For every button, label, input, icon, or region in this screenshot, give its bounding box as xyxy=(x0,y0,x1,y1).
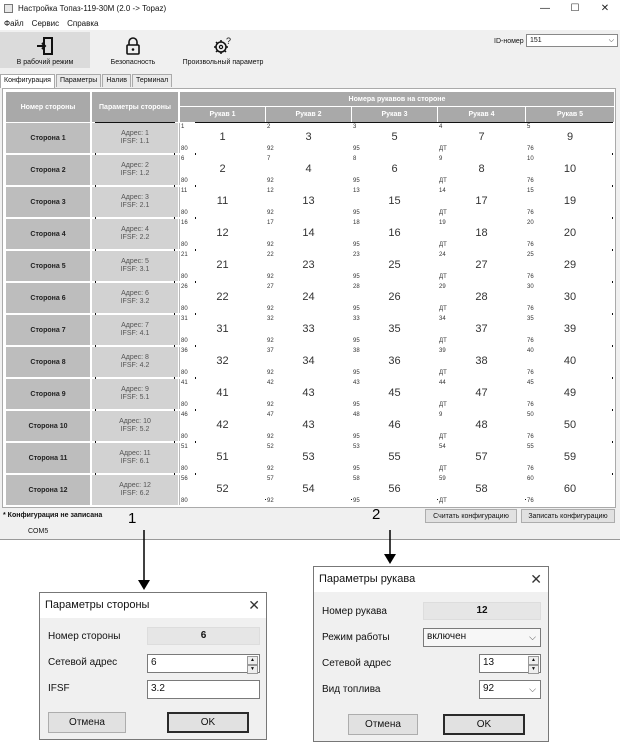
hose-net-address: 50 xyxy=(563,419,577,431)
hose-fuel-type: 95 xyxy=(353,210,360,216)
hose-fuel-type: 76 xyxy=(527,210,534,216)
side-cell[interactable]: Сторона 6 xyxy=(6,283,90,313)
side-ifsf: IFSF: 2.2 xyxy=(120,234,150,241)
hose-net-address: 29 xyxy=(563,259,577,271)
hose-number: 20 xyxy=(527,220,534,226)
header-hose-4: Рукав 4 xyxy=(438,107,525,122)
hose-fuel-type: ДТ xyxy=(439,370,447,376)
hose-number: 8 xyxy=(353,156,357,162)
hose-number: 41 xyxy=(181,380,188,386)
hose-number: 9 xyxy=(439,412,443,418)
hose-net-address: 20 xyxy=(563,227,577,239)
side-params-dialog xyxy=(39,592,267,740)
hose-number: 12 xyxy=(267,188,274,194)
hose-fuel-type: 92 xyxy=(267,370,274,376)
svg-text:?: ? xyxy=(226,36,232,46)
hose-net-address: 40 xyxy=(563,355,577,367)
hose-net-address: 4 xyxy=(305,163,312,175)
hose-net-address: 45 xyxy=(388,387,401,399)
hose-fuel-type: ДТ xyxy=(439,242,447,248)
side-cell[interactable]: Сторона 9 xyxy=(6,379,90,409)
hose-net-address: 39 xyxy=(563,323,577,335)
side-cell[interactable]: Сторона 3 xyxy=(6,187,90,217)
hose-fuel-type: 95 xyxy=(353,146,360,152)
hose-number: 40 xyxy=(527,348,534,354)
hose-net-address: 41 xyxy=(216,387,229,399)
hose-net-address: 37 xyxy=(475,323,488,335)
header-side-params: Параметры стороны xyxy=(92,92,178,122)
hose-net-address: 49 xyxy=(563,387,577,399)
hose-number: 17 xyxy=(267,220,274,226)
hose-fuel-type: 92 xyxy=(267,466,274,472)
hose-net-address: 2 xyxy=(219,163,226,175)
hose-fuel-type: 95 xyxy=(353,370,360,376)
header-hose-numbers: Номера рукавов на стороне xyxy=(180,92,614,106)
hose-fuel-type: 95 xyxy=(353,274,360,280)
header-hose-1: Рукав 1 xyxy=(180,107,265,122)
callout-1: 1 xyxy=(128,510,137,527)
arrow-1-head xyxy=(138,580,150,590)
hose-fuel-type: 76 xyxy=(527,402,534,408)
hose-number: 27 xyxy=(267,284,274,290)
header-side-number: Номер стороны xyxy=(6,92,90,122)
hose-number-label: Номер рукава xyxy=(322,606,387,617)
hose-number: 46 xyxy=(181,412,188,418)
side-ifsf: IFSF: 6.1 xyxy=(120,458,150,465)
hose-net-address: 54 xyxy=(302,483,315,495)
hose-fuel-type: 76 xyxy=(527,434,534,440)
hose-fuel-type: 76 xyxy=(527,178,534,184)
hose-fuel-type: ДТ xyxy=(439,178,447,184)
net-address-label: Сетевой адрес xyxy=(48,657,118,668)
tab-filling[interactable]: Налив xyxy=(102,74,131,87)
hose-net-address: 53 xyxy=(302,451,315,463)
mode-value: включен xyxy=(427,631,467,642)
hose-fuel-type: 92 xyxy=(267,146,274,152)
hose-net-address: 14 xyxy=(302,227,315,239)
hose-dialog-title: Параметры рукава xyxy=(314,567,548,592)
hose-fuel-type: 80 xyxy=(181,146,188,152)
custom-param-label: Произвольный параметр xyxy=(182,59,264,66)
hose-number: 1 xyxy=(181,124,185,130)
stepper-arrows-icon[interactable]: ▲ ▼ xyxy=(247,656,258,671)
side-cell[interactable]: Сторона 5 xyxy=(6,251,90,281)
side-cell[interactable]: Сторона 1 xyxy=(6,123,90,153)
side-cell[interactable]: Сторона 7 xyxy=(6,315,90,345)
hose-number: 35 xyxy=(527,316,534,322)
hose-number: 43 xyxy=(353,380,360,386)
hose-fuel-type: 92 xyxy=(267,210,274,216)
hose-net-address: 11 xyxy=(216,195,229,207)
hose-number: 22 xyxy=(267,252,274,258)
hose-net-address: 58 xyxy=(475,483,488,495)
hose-net-address: 1 xyxy=(219,131,226,143)
side-address: Адрес: 3 xyxy=(121,194,149,201)
hose-net-address-stepper[interactable] xyxy=(479,654,541,673)
hose-net-address: 35 xyxy=(388,323,401,335)
chevron-down-icon: ⌵ xyxy=(608,37,614,44)
side-cancel-button[interactable]: Отмена xyxy=(48,712,126,733)
hose-number: 59 xyxy=(439,476,446,482)
hose-net-address: 18 xyxy=(475,227,488,239)
write-config-button[interactable]: Записать конфигурацию xyxy=(521,509,615,523)
hose-net-address: 55 xyxy=(388,451,401,463)
hose-fuel-type: 80 xyxy=(181,178,188,184)
hose-number: 42 xyxy=(267,380,274,386)
hose-fuel-type: 95 xyxy=(353,498,360,504)
side-ifsf: IFSF: 2.1 xyxy=(120,202,150,209)
side-ok-button[interactable]: OK xyxy=(167,712,249,733)
hose-fuel-type: 76 xyxy=(527,338,534,344)
side-address: Адрес: 7 xyxy=(121,322,149,329)
side-cell[interactable]: Сторона 11 xyxy=(6,443,90,473)
hose-number: 19 xyxy=(439,220,446,226)
hose-number: 56 xyxy=(181,476,188,482)
side-dialog-title: Параметры стороны xyxy=(40,593,266,618)
hose-net-address: 7 xyxy=(478,131,485,143)
hose-fuel-type: ДТ xyxy=(439,434,447,440)
ifsf-input[interactable]: 3.2 xyxy=(147,680,260,699)
hose-number: 7 xyxy=(267,156,271,162)
hose-net-address: 26 xyxy=(388,291,401,303)
hose-number: 44 xyxy=(439,380,446,386)
hose-number: 28 xyxy=(353,284,360,290)
hose-number: 5 xyxy=(527,124,531,130)
fuel-type-label: Вид топлива xyxy=(322,684,381,695)
read-config-button[interactable]: Считать конфигурацию xyxy=(425,509,517,523)
hose-fuel-type: 92 xyxy=(267,498,274,504)
hose-net-address: 60 xyxy=(563,483,577,495)
side-ifsf: IFSF: 6.2 xyxy=(120,490,150,497)
hose-net-address: 42 xyxy=(216,419,229,431)
hose-fuel-type: 95 xyxy=(353,178,360,184)
hose-net-address: 24 xyxy=(302,291,315,303)
hose-number-value: 12 xyxy=(423,602,541,620)
side-address: Адрес: 4 xyxy=(121,226,149,233)
hose-number: 24 xyxy=(439,252,446,258)
hose-fuel-type: 76 xyxy=(527,306,534,312)
hose-fuel-type: 92 xyxy=(267,274,274,280)
side-cell[interactable]: Сторона 4 xyxy=(6,219,90,249)
callout-2: 2 xyxy=(372,506,381,523)
hose-fuel-type: 92 xyxy=(267,178,274,184)
hose-fuel-type: ДТ xyxy=(439,146,447,152)
hose-net-address: 27 xyxy=(475,259,488,271)
hose-net-address: 43 xyxy=(302,419,315,431)
hose-net-address: 36 xyxy=(388,355,401,367)
hose-fuel-type: 80 xyxy=(181,306,188,312)
menu-help[interactable]: Справка xyxy=(67,18,99,28)
hose-number: 2 xyxy=(267,124,271,130)
hose-net-address: 13 xyxy=(302,195,315,207)
side-number-label: Номер стороны xyxy=(48,631,121,642)
hose-number: 9 xyxy=(439,156,443,162)
hose-fuel-type: 95 xyxy=(353,242,360,248)
hose-number: 48 xyxy=(353,412,360,418)
side-address: Адрес: 2 xyxy=(121,162,149,169)
hose-net-address: 23 xyxy=(302,259,315,271)
side-ifsf: IFSF: 5.1 xyxy=(120,394,150,401)
header-hose-5: Рукав 5 xyxy=(526,107,614,122)
side-address: Адрес: 8 xyxy=(121,354,149,361)
hose-net-address-label: Сетевой адрес xyxy=(322,658,392,669)
fuel-type-value: 92 xyxy=(483,683,495,694)
hose-net-address: 28 xyxy=(475,291,488,303)
side-address: Адрес: 1 xyxy=(121,130,149,137)
hose-fuel-type: 95 xyxy=(353,402,360,408)
side-address: Адрес: 10 xyxy=(119,418,151,425)
hose-net-address: 34 xyxy=(302,355,315,367)
net-address-stepper[interactable] xyxy=(147,654,260,673)
hose-fuel-type: ДТ xyxy=(439,466,447,472)
header-hose-2: Рукав 2 xyxy=(266,107,351,122)
side-ifsf: IFSF: 3.2 xyxy=(120,298,150,305)
side-cell[interactable]: Сторона 2 xyxy=(6,155,90,185)
hose-number: 14 xyxy=(439,188,446,194)
mode-label: Режим работы xyxy=(322,632,390,643)
hose-number: 21 xyxy=(181,252,188,258)
net-address-value: 6 xyxy=(151,657,157,668)
com-port-label: COM5 xyxy=(28,528,49,535)
hose-net-address: 51 xyxy=(216,451,229,463)
hose-number: 34 xyxy=(439,316,446,322)
arrow-2-head xyxy=(384,554,396,564)
hose-number: 16 xyxy=(181,220,188,226)
hose-fuel-type: ДТ xyxy=(439,338,447,344)
hose-fuel-type: 76 xyxy=(527,370,534,376)
config-status-note: * Конфигурация не записана xyxy=(3,512,103,519)
hose-number: 55 xyxy=(527,444,534,450)
close-icon[interactable]: ✕ xyxy=(248,597,260,613)
hose-number: 38 xyxy=(353,348,360,354)
hose-number: 47 xyxy=(267,412,274,418)
hose-params-dialog xyxy=(313,566,549,742)
hose-net-address: 6 xyxy=(391,163,398,175)
hose-net-address: 19 xyxy=(563,195,577,207)
hose-fuel-type: ДТ xyxy=(439,306,447,312)
hose-number: 54 xyxy=(439,444,446,450)
id-number-value: 151 xyxy=(530,37,542,44)
hose-net-address: 57 xyxy=(475,451,488,463)
tab-configuration[interactable]: Конфигурация xyxy=(0,74,55,88)
hose-fuel-type: ДТ xyxy=(439,402,447,408)
hose-fuel-type: 92 xyxy=(267,434,274,440)
hose-net-address: 30 xyxy=(563,291,577,303)
tab-parameters[interactable]: Параметры xyxy=(56,74,101,87)
hose-number: 53 xyxy=(353,444,360,450)
hose-net-address: 56 xyxy=(388,483,401,495)
side-ifsf: IFSF: 3.1 xyxy=(120,266,150,273)
hose-number: 13 xyxy=(353,188,360,194)
side-number-value: 6 xyxy=(147,627,260,645)
hose-number: 6 xyxy=(181,156,185,162)
hose-number: 15 xyxy=(527,188,534,194)
hose-net-address: 15 xyxy=(388,195,401,207)
hose-number: 32 xyxy=(267,316,274,322)
menu-file[interactable]: Файл xyxy=(4,18,24,28)
hose-fuel-type: 76 xyxy=(527,466,534,472)
hose-fuel-type: 80 xyxy=(181,274,188,280)
hose-number: 37 xyxy=(267,348,274,354)
close-icon[interactable]: ✕ xyxy=(530,571,542,587)
hose-ok-button[interactable]: OK xyxy=(443,714,525,735)
hose-number: 10 xyxy=(527,156,534,162)
hose-fuel-type: 76 xyxy=(527,498,534,504)
hose-fuel-type: 80 xyxy=(181,338,188,344)
hose-number: 50 xyxy=(527,412,534,418)
hose-number: 11 xyxy=(181,188,188,194)
hose-fuel-type: 95 xyxy=(353,306,360,312)
ifsf-label: IFSF xyxy=(48,683,70,694)
hose-fuel-type: 95 xyxy=(353,338,360,344)
hose-number: 26 xyxy=(181,284,188,290)
window-title: Настройка Топаз-119-30М (2.0 -> Topaz) xyxy=(18,3,167,13)
side-address: Адрес: 5 xyxy=(121,258,149,265)
hose-net-address: 9 xyxy=(566,131,574,143)
hose-fuel-type: 80 xyxy=(181,242,188,248)
header-hose-3: Рукав 3 xyxy=(352,107,437,122)
hose-net-address: 25 xyxy=(388,259,401,271)
side-cell[interactable]: Сторона 10 xyxy=(6,411,90,441)
hose-net-address: 47 xyxy=(475,387,488,399)
hose-fuel-type: 76 xyxy=(527,242,534,248)
hose-fuel-type: 95 xyxy=(353,434,360,440)
work-mode-label: В рабочий режим xyxy=(16,59,74,66)
hose-fuel-type: 92 xyxy=(267,306,274,312)
side-ifsf: IFSF: 4.2 xyxy=(120,362,150,369)
id-number-label: ID-номер xyxy=(494,38,524,45)
hose-net-address: 17 xyxy=(475,195,488,207)
security-label: Безопасность xyxy=(110,59,156,66)
hose-net-address: 12 xyxy=(216,227,229,239)
hose-number: 57 xyxy=(267,476,274,482)
side-address: Адрес: 12 xyxy=(119,482,151,489)
hose-number: 51 xyxy=(181,444,188,450)
hose-number: 31 xyxy=(181,316,188,322)
hose-net-address: 10 xyxy=(563,163,577,175)
hose-net-address: 8 xyxy=(478,163,485,175)
hose-cancel-button[interactable]: Отмена xyxy=(348,714,418,735)
menu-service[interactable]: Сервис xyxy=(31,18,60,28)
mode-select[interactable] xyxy=(423,628,541,647)
side-ifsf: IFSF: 5.2 xyxy=(120,426,150,433)
side-address: Адрес: 11 xyxy=(119,450,151,457)
fuel-type-select[interactable] xyxy=(479,680,541,699)
hose-number: 60 xyxy=(527,476,534,482)
stepper-arrows-icon[interactable]: ▲ ▼ xyxy=(528,656,539,671)
hose-fuel-type: ДТ xyxy=(439,274,447,280)
side-cell[interactable]: Сторона 12 xyxy=(6,475,90,505)
hose-net-address: 5 xyxy=(391,131,398,143)
hose-number: 18 xyxy=(353,220,360,226)
hose-fuel-type: 80 xyxy=(181,466,188,472)
tab-terminal[interactable]: Терминал xyxy=(132,74,172,87)
hose-number: 33 xyxy=(353,316,360,322)
hose-number: 4 xyxy=(439,124,443,130)
hose-fuel-type: 80 xyxy=(181,210,188,216)
hose-net-address: 21 xyxy=(216,259,229,271)
hose-fuel-type: 80 xyxy=(181,434,188,440)
hose-number: 58 xyxy=(353,476,360,482)
hose-net-address: 52 xyxy=(216,483,229,495)
side-address: Адрес: 6 xyxy=(121,290,149,297)
hose-fuel-type: 95 xyxy=(353,466,360,472)
hose-fuel-type: ДТ xyxy=(439,498,447,504)
hose-net-address: 33 xyxy=(302,323,315,335)
hose-fuel-type: 80 xyxy=(181,402,188,408)
hose-number: 45 xyxy=(527,380,534,386)
chevron-down-icon: ⌵ xyxy=(529,632,536,642)
hose-net-address: 48 xyxy=(475,419,488,431)
hose-fuel-type: 80 xyxy=(181,498,188,504)
hose-fuel-type: 92 xyxy=(267,242,274,248)
side-ifsf: IFSF: 1.1 xyxy=(120,138,150,145)
hose-number: 3 xyxy=(353,124,357,130)
maximize-button[interactable]: ☐ xyxy=(570,2,580,14)
minimize-button[interactable]: — xyxy=(540,2,550,14)
side-cell[interactable]: Сторона 8 xyxy=(6,347,90,377)
hose-fuel-type: 92 xyxy=(267,402,274,408)
chevron-down-icon: ⌵ xyxy=(529,684,536,694)
hose-fuel-type: 76 xyxy=(527,274,534,280)
hose-net-address: 22 xyxy=(216,291,229,303)
hose-net-address: 59 xyxy=(563,451,577,463)
hose-net-address: 16 xyxy=(388,227,401,239)
hose-net-address: 38 xyxy=(475,355,488,367)
hose-fuel-type: 92 xyxy=(267,338,274,344)
side-ifsf: IFSF: 4.1 xyxy=(120,330,150,337)
hose-number: 36 xyxy=(181,348,188,354)
hose-net-address: 46 xyxy=(388,419,401,431)
side-ifsf: IFSF: 1.2 xyxy=(120,170,150,177)
hose-fuel-type: 80 xyxy=(181,370,188,376)
hose-number: 25 xyxy=(527,252,534,258)
hose-net-address: 3 xyxy=(305,131,312,143)
hose-fuel-type: ДТ xyxy=(439,210,447,216)
close-button[interactable]: ✕ xyxy=(600,2,610,14)
side-address: Адрес: 9 xyxy=(121,386,149,393)
hose-number: 30 xyxy=(527,284,534,290)
hose-number: 29 xyxy=(439,284,446,290)
hose-number: 39 xyxy=(439,348,446,354)
hose-fuel-type: 76 xyxy=(527,146,534,152)
hose-number: 23 xyxy=(353,252,360,258)
hose-net-address-value: 13 xyxy=(483,657,495,668)
hose-net-address: 32 xyxy=(216,355,229,367)
hose-number: 52 xyxy=(267,444,274,450)
hose-net-address: 43 xyxy=(302,387,315,399)
hose-net-address: 31 xyxy=(216,323,229,335)
